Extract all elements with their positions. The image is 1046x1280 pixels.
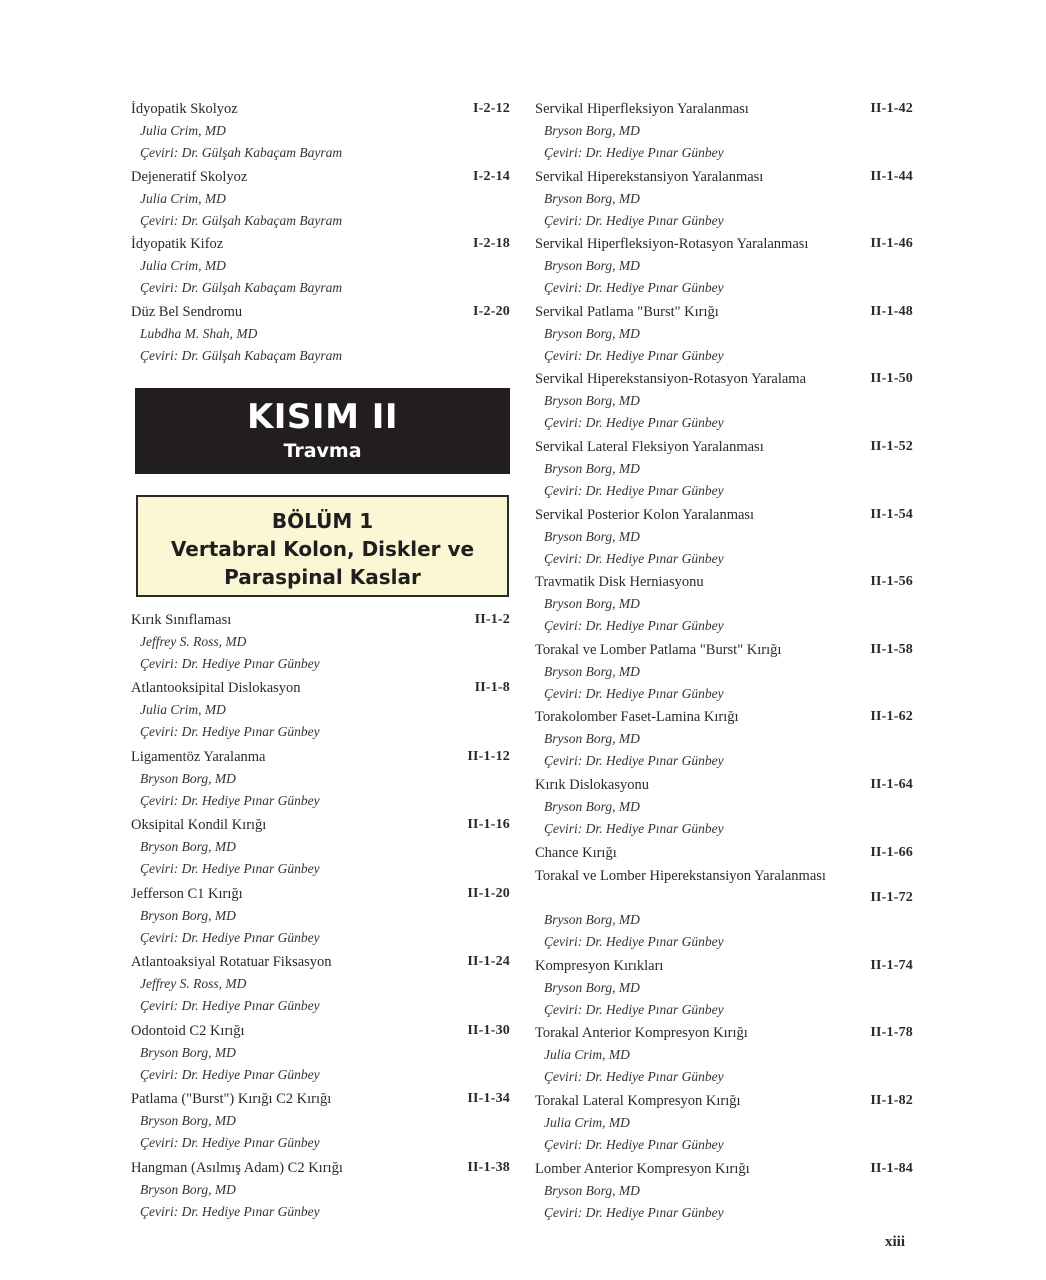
toc-entry-title-line xyxy=(131,233,510,255)
toc-list-chapter1 xyxy=(131,609,510,1223)
toc-entry-title: Servikal Hiperfleksiyon-Rotasyon Yaralanması xyxy=(535,236,809,253)
toc-entry-title: Odontoid C2 Kırığı xyxy=(131,1022,245,1039)
toc-entry-title-line xyxy=(131,98,510,120)
toc-entry-title-line xyxy=(131,1157,510,1179)
toc-entry-title: Kırık Sınıflaması xyxy=(131,611,232,628)
toc-column-left xyxy=(131,98,510,1223)
toc-entry-translator: Çeviri: Dr. Hediye Pınar Günbey xyxy=(140,1203,320,1219)
toc-entry[interactable] xyxy=(131,883,510,949)
toc-entry-translator: Çeviri: Dr. Hediye Pınar Günbey xyxy=(140,861,320,876)
toc-entry-page-ref: II-1-8 xyxy=(474,680,510,695)
toc-entry-page-ref: II-1-74 xyxy=(870,957,913,973)
toc-entry-title-line xyxy=(535,706,913,728)
toc-entry-title-line xyxy=(535,301,913,323)
toc-entry-page-ref: II-1-42 xyxy=(870,101,913,116)
chapter-title-line2: Paraspinal Kaslar xyxy=(224,564,421,589)
toc-entry[interactable] xyxy=(535,1022,913,1088)
toc-entry-author: Jeffrey S. Ross, MD xyxy=(140,633,247,649)
toc-entry[interactable] xyxy=(535,504,913,570)
toc-entry-title-line xyxy=(131,883,510,905)
toc-entry-title: Torakal ve Lomber Patlama "Burst" Kırığı xyxy=(535,641,782,658)
toc-entry-title-line xyxy=(131,746,510,768)
toc-entry[interactable] xyxy=(535,571,913,637)
toc-entry-author: Jeffrey S. Ross, MD xyxy=(140,976,247,991)
toc-entry[interactable] xyxy=(131,609,510,675)
toc-entry[interactable] xyxy=(131,1157,510,1223)
chapter-title-line1: Vertabral Kolon, Diskler ve xyxy=(170,536,475,561)
part-title: KISIM II xyxy=(246,396,399,437)
toc-entry[interactable] xyxy=(535,774,913,840)
toc-entry-title-line xyxy=(131,609,510,631)
toc-entry-title-line xyxy=(535,639,913,661)
toc-entry[interactable] xyxy=(535,1158,913,1224)
toc-entry-page-ref: I-2-20 xyxy=(473,303,510,319)
toc-entry[interactable] xyxy=(535,639,913,705)
toc-entry-author: Bryson Borg, MD xyxy=(140,839,236,854)
toc-entry[interactable] xyxy=(131,746,510,812)
toc-entry-title: Servikal Lateral Fleksiyon Yaralanması xyxy=(535,438,764,455)
toc-entry-translator: Çeviri: Dr. Hediye Pınar Günbey xyxy=(544,280,724,296)
toc-entry-translator: Çeviri: Dr. Hediye Pınar Günbey xyxy=(544,820,724,836)
toc-entry-translator: Çeviri: Dr. Gülşah Kabaçam Bayram xyxy=(140,280,343,295)
toc-entry-author: Bryson Borg, MD xyxy=(544,528,640,544)
toc-entry-author: Bryson Borg, MD xyxy=(544,663,640,679)
toc-entry-author: Julia Crim, MD xyxy=(140,190,226,206)
toc-entry-title: Ligamentöz Yaralanma xyxy=(131,748,266,765)
toc-entry-title-line xyxy=(535,98,913,120)
toc-entry-title-line xyxy=(131,1088,510,1110)
toc-entry-title-line xyxy=(535,865,913,909)
toc-entry-translator: Çeviri: Dr. Hediye Pınar Günbey xyxy=(140,998,320,1013)
toc-entry-title: Hangman (Asılmış Adam) C2 Kırığı xyxy=(131,1159,343,1176)
toc-entry-page-ref: II-1-48 xyxy=(870,303,913,319)
toc-entry-title: Chance Kırığı xyxy=(535,844,617,861)
toc-entry[interactable] xyxy=(131,98,510,164)
toc-entry[interactable] xyxy=(535,706,913,772)
toc-entry-author: Bryson Borg, MD xyxy=(544,460,640,476)
toc-entry-page-ref: II-1-50 xyxy=(870,371,913,387)
toc-entry-title: İdyopatik Skolyoz xyxy=(131,101,238,117)
toc-entry-title-line xyxy=(535,504,913,526)
toc-entry-translator: Çeviri: Dr. Hediye Pınar Günbey xyxy=(544,618,724,634)
toc-entry-author: Bryson Borg, MD xyxy=(544,393,640,409)
toc-entry-author: Bryson Borg, MD xyxy=(140,907,236,923)
chapter-number: BÖLÜM 1 xyxy=(271,508,374,533)
toc-entry-author: Bryson Borg, MD xyxy=(544,123,640,138)
toc-entry-title: Servikal Hiperfleksiyon Yaralanması xyxy=(535,101,749,117)
toc-entry-title: Travmatik Disk Herniasyonu xyxy=(535,574,704,591)
toc-entry-translator: Çeviri: Dr. Hediye Pınar Günbey xyxy=(140,655,320,671)
toc-entry-page-ref: II-1-20 xyxy=(467,885,510,901)
toc-entry-author: Bryson Borg, MD xyxy=(544,190,640,206)
toc-entry[interactable] xyxy=(131,166,510,232)
toc-entry-title-line xyxy=(131,166,510,188)
toc-entry-translator: Çeviri: Dr. Hediye Pınar Günbey xyxy=(140,1066,320,1082)
toc-entry-author: Julia Crim, MD xyxy=(140,258,226,273)
toc-entry-author: Bryson Borg, MD xyxy=(140,1181,236,1197)
toc-entry-title-line xyxy=(131,814,510,836)
part-subtitle: Travma xyxy=(283,439,362,462)
toc-entry[interactable] xyxy=(535,1090,913,1156)
toc-entry[interactable] xyxy=(131,301,510,367)
toc-entry-translator: Çeviri: Dr. Gülşah Kabaçam Bayram xyxy=(140,145,343,160)
toc-entry-title-line xyxy=(535,955,913,977)
toc-entry-page-ref: I-2-12 xyxy=(473,101,510,116)
toc-entry-translator: Çeviri: Dr. Hediye Pınar Günbey xyxy=(544,753,724,769)
toc-entry[interactable] xyxy=(535,955,913,1021)
toc-entry[interactable] xyxy=(131,1020,510,1086)
toc-entry-page-ref: II-1-24 xyxy=(467,954,510,969)
toc-entry-translator: Çeviri: Dr. Hediye Pınar Günbey xyxy=(544,550,724,566)
toc-column-right xyxy=(535,98,913,1224)
toc-entry-page-ref: II-1-62 xyxy=(870,709,913,725)
toc-entry[interactable] xyxy=(535,842,913,864)
toc-entry-page-ref: I-2-14 xyxy=(473,168,510,184)
toc-entry-page-ref: II-1-66 xyxy=(870,844,913,860)
toc-entry-page-ref: I-2-18 xyxy=(473,236,510,251)
toc-entry[interactable] xyxy=(535,166,913,232)
toc-entry-page-ref: II-1-52 xyxy=(870,438,913,454)
toc-entry-translator: Çeviri: Dr. Hediye Pınar Günbey xyxy=(544,482,724,498)
toc-entry-translator: Çeviri: Dr. Gülşah Kabaçam Bayram xyxy=(140,347,343,363)
toc-entry-translator: Çeviri: Dr. Hediye Pınar Günbey xyxy=(544,1069,724,1085)
toc-entry-author: Bryson Borg, MD xyxy=(544,325,640,341)
toc-entry-page-ref: II-1-78 xyxy=(870,1025,913,1041)
toc-entry-author: Bryson Borg, MD xyxy=(544,912,640,928)
toc-entry-page-ref: II-1-38 xyxy=(467,1159,510,1175)
toc-entry-title-line xyxy=(131,677,510,699)
toc-list-part1 xyxy=(131,98,510,367)
toc-entry-title: Dejeneratif Skolyoz xyxy=(131,168,248,185)
toc-entry[interactable] xyxy=(131,677,510,743)
toc-entry-author: Bryson Borg, MD xyxy=(544,596,640,612)
toc-entry-title-line xyxy=(535,368,913,390)
toc-entry-author: Bryson Borg, MD xyxy=(140,1113,236,1128)
toc-entry-author: Julia Crim, MD xyxy=(140,123,226,138)
toc-entry-title: Torakal Anterior Kompresyon Kırığı xyxy=(535,1025,748,1042)
toc-entry-author: Julia Crim, MD xyxy=(544,1114,630,1130)
toc-entry-author: Lubdha M. Shah, MD xyxy=(140,325,258,341)
toc-entry-title: Düz Bel Sendromu xyxy=(131,303,243,320)
toc-entry-translator: Çeviri: Dr. Hediye Pınar Günbey xyxy=(544,1001,724,1017)
toc-entry-title-line xyxy=(131,951,510,973)
toc-entry-page-ref: II-1-46 xyxy=(870,236,913,252)
toc-entry-author: Bryson Borg, MD xyxy=(544,1182,640,1198)
chapter-heading xyxy=(136,495,509,597)
toc-entry-page-ref: II-1-54 xyxy=(870,506,913,522)
toc-entry-author: Julia Crim, MD xyxy=(140,702,226,717)
toc-entry-translator: Çeviri: Dr. Hediye Pınar Günbey xyxy=(140,724,320,739)
toc-entry-translator: Çeviri: Dr. Hediye Pınar Günbey xyxy=(544,1136,724,1152)
toc-entry-title-line xyxy=(131,301,510,323)
toc-entry-title: Servikal Patlama "Burst" Kırığı xyxy=(535,303,719,320)
toc-entry-page-ref: II-1-84 xyxy=(870,1160,913,1176)
toc-entry-title: Kırık Dislokasyonu xyxy=(535,776,649,793)
toc-entry-page-ref: II-1-64 xyxy=(870,776,913,792)
part-heading xyxy=(135,388,510,474)
toc-entry-translator: Çeviri: Dr. Hediye Pınar Günbey xyxy=(544,415,724,431)
toc-entry-title-line xyxy=(535,1022,913,1044)
toc-entry[interactable] xyxy=(535,436,913,502)
toc-entry-page-ref: II-1-30 xyxy=(467,1022,510,1038)
toc-entry-page-ref: II-1-34 xyxy=(467,1091,510,1106)
toc-entry-page-ref: II-1-56 xyxy=(870,574,913,590)
toc-entry-translator: Çeviri: Dr. Gülşah Kabaçam Bayram xyxy=(140,212,343,228)
toc-entry[interactable] xyxy=(131,233,510,299)
toc-entry-page-ref: II-1-44 xyxy=(870,168,913,184)
toc-entry[interactable] xyxy=(535,98,913,164)
toc-entry[interactable] xyxy=(535,301,913,367)
toc-entry-translator: Çeviri: Dr. Hediye Pınar Günbey xyxy=(140,792,320,808)
toc-entry-author: Bryson Borg, MD xyxy=(140,1044,236,1060)
toc-entry-title-line xyxy=(535,774,913,796)
toc-entry-page-ref: II-1-72 xyxy=(870,890,913,906)
toc-entry-author: Julia Crim, MD xyxy=(544,1047,630,1063)
toc-entry-title-line xyxy=(535,571,913,593)
toc-entry-title: Patlama ("Burst") Kırığı C2 Kırığı xyxy=(131,1091,332,1107)
toc-entry-translator: Çeviri: Dr. Hediye Pınar Günbey xyxy=(544,685,724,701)
toc-entry-translator: Çeviri: Dr. Hediye Pınar Günbey xyxy=(544,934,724,950)
toc-entry-title-line xyxy=(535,436,913,458)
toc-entry-title: Lomber Anterior Kompresyon Kırığı xyxy=(535,1160,750,1177)
toc-entry-author: Bryson Borg, MD xyxy=(544,731,640,747)
toc-entry-page-ref: II-1-82 xyxy=(870,1092,913,1108)
toc-entry-title: Servikal Hiperekstansiyon Yaralanması xyxy=(535,168,764,185)
toc-entry-title-line xyxy=(131,1020,510,1042)
toc-entry-title-line xyxy=(535,1158,913,1180)
toc-entry-translator: Çeviri: Dr. Hediye Pınar Günbey xyxy=(544,145,724,160)
toc-entry-translator: Çeviri: Dr. Hediye Pınar Günbey xyxy=(140,1135,320,1150)
toc-entry-translator: Çeviri: Dr. Hediye Pınar Günbey xyxy=(140,929,320,945)
toc-entry-title: Torakolomber Faset-Lamina Kırığı xyxy=(535,709,739,726)
toc-entry-title: Servikal Posterior Kolon Yaralanması xyxy=(535,506,755,523)
toc-entry-title: Jefferson C1 Kırığı xyxy=(131,885,243,902)
toc-entry-title: Torakal ve Lomber Hiperekstansiyon Yaralanması xyxy=(535,868,826,885)
toc-entry-translator: Çeviri: Dr. Hediye Pınar Günbey xyxy=(544,347,724,363)
toc-entry[interactable] xyxy=(131,951,510,1017)
toc-entry-title: İdyopatik Kifoz xyxy=(131,236,224,252)
toc-entry-page-ref: II-1-12 xyxy=(467,748,510,764)
toc-entry-title-line xyxy=(535,233,913,255)
toc-list-right xyxy=(535,98,913,1224)
toc-entry-translator: Çeviri: Dr. Hediye Pınar Günbey xyxy=(544,212,724,228)
toc-entry[interactable] xyxy=(535,233,913,299)
toc-entry-author: Bryson Borg, MD xyxy=(140,770,236,786)
toc-entry-page-ref: II-1-58 xyxy=(870,641,913,657)
toc-entry-title-line xyxy=(535,842,913,864)
toc-entry-translator: Çeviri: Dr. Hediye Pınar Günbey xyxy=(544,1204,724,1220)
toc-entry-title-line xyxy=(535,1090,913,1112)
toc-entry-title: Atlantoaksiyal Rotatuar Fiksasyon xyxy=(131,954,332,970)
toc-entry[interactable] xyxy=(131,814,510,880)
page-number: xiii xyxy=(885,1234,906,1250)
toc-entry-author: Bryson Borg, MD xyxy=(544,798,640,814)
toc-entry-page-ref: II-1-2 xyxy=(474,611,510,627)
toc-entry-title: Servikal Hiperekstansiyon-Rotasyon Yaralama xyxy=(535,371,807,388)
toc-entry-page-ref: II-1-16 xyxy=(467,817,510,832)
toc-entry-title: Atlantooksipital Dislokasyon xyxy=(131,680,301,696)
toc-entry-title: Oksipital Kondil Kırığı xyxy=(131,817,267,833)
toc-entry[interactable] xyxy=(535,368,913,434)
toc-entry-title: Kompresyon Kırıkları xyxy=(535,957,664,974)
toc-entry-title: Torakal Lateral Kompresyon Kırığı xyxy=(535,1092,741,1109)
toc-entry[interactable] xyxy=(535,865,913,953)
toc-entry-author: Bryson Borg, MD xyxy=(544,979,640,995)
toc-entry[interactable] xyxy=(131,1088,510,1154)
toc-entry-title-line xyxy=(535,166,913,188)
toc-entry-author: Bryson Borg, MD xyxy=(544,258,640,274)
